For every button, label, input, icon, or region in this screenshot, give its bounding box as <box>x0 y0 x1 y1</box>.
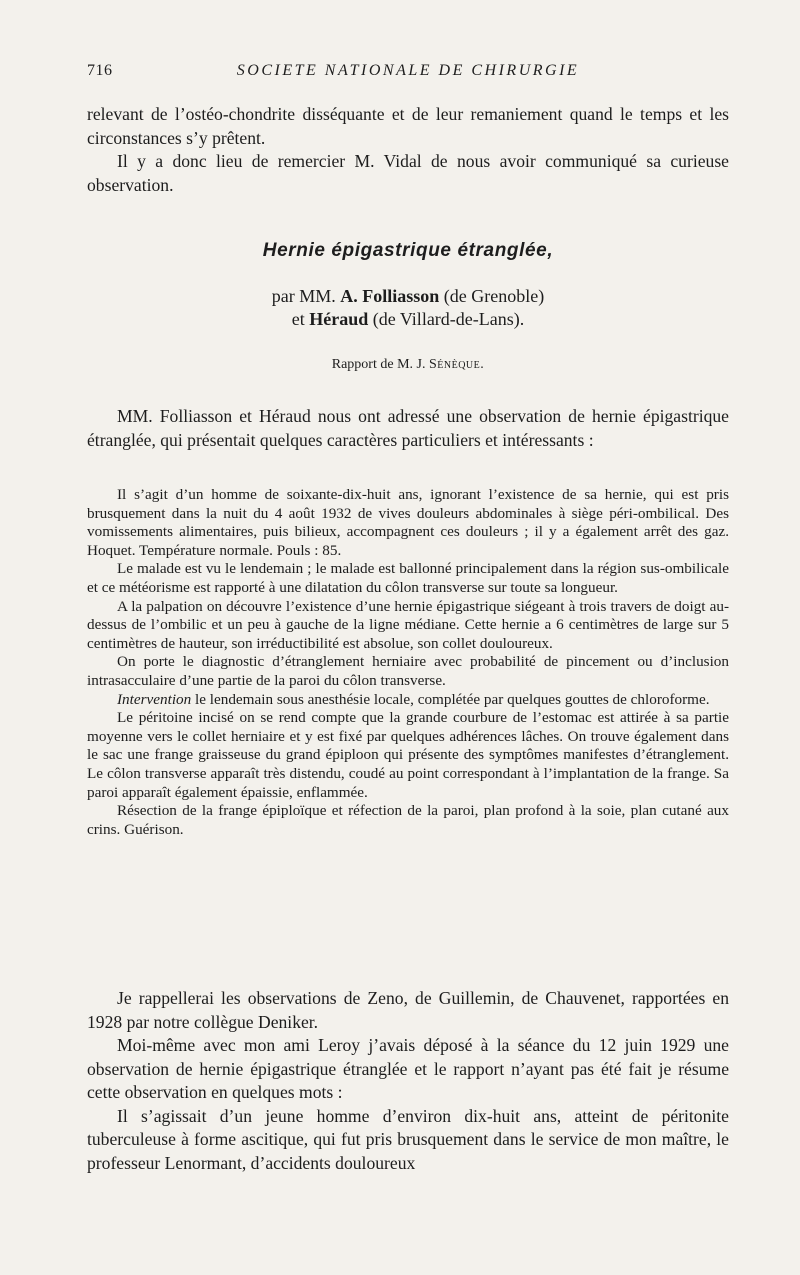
report-byline <box>87 357 729 373</box>
author-place: (de Villard-de-Lans). <box>368 309 525 329</box>
observation-lead-word: Intervention <box>117 690 192 708</box>
author-name: Héraud <box>309 309 369 329</box>
observation-paragraph: Résection de la frange épiploïque et réfection de la paroi, plan profond à la soie, plan cutané aux crins. Guérison. <box>87 802 729 838</box>
observation-paragraph <box>87 691 729 710</box>
observation-paragraph: Le péritoine incisé on se rend compte que la grande courbure de l’estomac est attirée à sa partie moyenne vers le collet herniaire et y est fixé par quelques adhérences lâches. On trouve également dans le sac une frange graisseuse du grand épiploon qui présente des symptômes manifestes d’étranglement. Le côlon transverse apparaît très distendu, coudé au point correspondant à l’implantation de la frange. Sa paroi apparaît également épaissie, enflammée. <box>87 709 729 801</box>
author-line-2 <box>87 309 729 330</box>
report-prefix: Rapport de M. J. <box>331 357 429 372</box>
report-author: Sénèque. <box>428 357 485 372</box>
running-title: SOCIETE NATIONALE DE CHIRURGIE <box>236 62 580 79</box>
author-line-1 <box>87 286 729 307</box>
observation-paragraph: Il s’agit d’un homme de soixante-dix-huit ans, ignorant l’existence de sa hernie, qui est pris brusquement dans la nuit du 4 août 1932 de vives douleurs abdominales à siège péri-ombilical. Des vomissements alimentaires, puis bilieux, accompagnent ces douleurs ; il y a également arrêt des gaz. Hoquet. Température normale. Pouls : 85. <box>87 486 729 559</box>
page-header <box>87 62 729 86</box>
observation-paragraph: On porte le diagnostic d’étranglement herniaire avec probabilité de pincement ou d’inclusion intrasacculaire d’une partie de la paroi du côlon transverse. <box>87 653 729 689</box>
closing-text <box>87 987 729 1175</box>
author-prefix: par MM. <box>271 286 341 306</box>
observation-text <box>87 486 729 839</box>
intro-paragraph: Il y a donc lieu de remercier M. Vidal de nous avoir communiqué sa curieuse observation. <box>87 151 729 195</box>
closing-paragraph: Il s’agissait d’un jeune homme d’environ dix-huit ans, atteint de péritonite tuberculeuse à forme ascitique, qui fut pris brusquement dans le service de mon maître, le professeur Lenormant, d’accidents douloureux <box>87 1105 729 1173</box>
observation-paragraph: A la palpation on découvre l’existence d’une hernie épigastrique siégeant à trois travers de doigt au-dessus de l’ombilic et un peu à gauche de la ligne médiane. Cette hernie a 6 centimètres de large sur 5 centimètres de hauteur, son irréductibilité est absolue, son collet douloureux. <box>87 597 729 652</box>
author-place: (de Grenoble) <box>439 286 545 306</box>
author-name: A. Folliasson <box>340 286 440 306</box>
article-title: Hernie épigastrique étranglée, <box>262 240 554 261</box>
observation-paragraph: Le malade est vu le lendemain ; le malade est ballonné principalement dans la région sus-ombilicale et ce météorisme est rapporté à une dilatation du côlon transverse sur toute sa longueur. <box>87 560 729 596</box>
closing-paragraph: Je rappellerai les observations de Zeno, de Guillemin, de Chauvenet, rapportées en 1928 par notre collègue Deniker. <box>87 988 729 1032</box>
lead-text <box>87 405 729 452</box>
author-prefix: et <box>291 309 310 329</box>
closing-paragraph: Moi-même avec mon ami Leroy j’avais déposé à la séance du 12 juin 1929 une observation de hernie épigastrique étranglée et le rapport n’ayant pas été fait je résume cette observation en quelques mots : <box>87 1035 729 1102</box>
intro-text <box>87 103 729 197</box>
lead-paragraph: MM. Folliasson et Héraud nous ont adressé une observation de hernie épigastrique étranglée, qui présentait quelques caractères particuliers et intéressants : <box>87 406 729 450</box>
observation-continuation: le lendemain sous anesthésie locale, complétée par quelques gouttes de chloroforme. <box>191 690 710 708</box>
page-number: 716 <box>87 62 113 79</box>
intro-paragraph: relevant de l’ostéo-chondrite disséquante et de leur remaniement quand le temps et les circonstances s’y prêtent. <box>87 104 729 148</box>
